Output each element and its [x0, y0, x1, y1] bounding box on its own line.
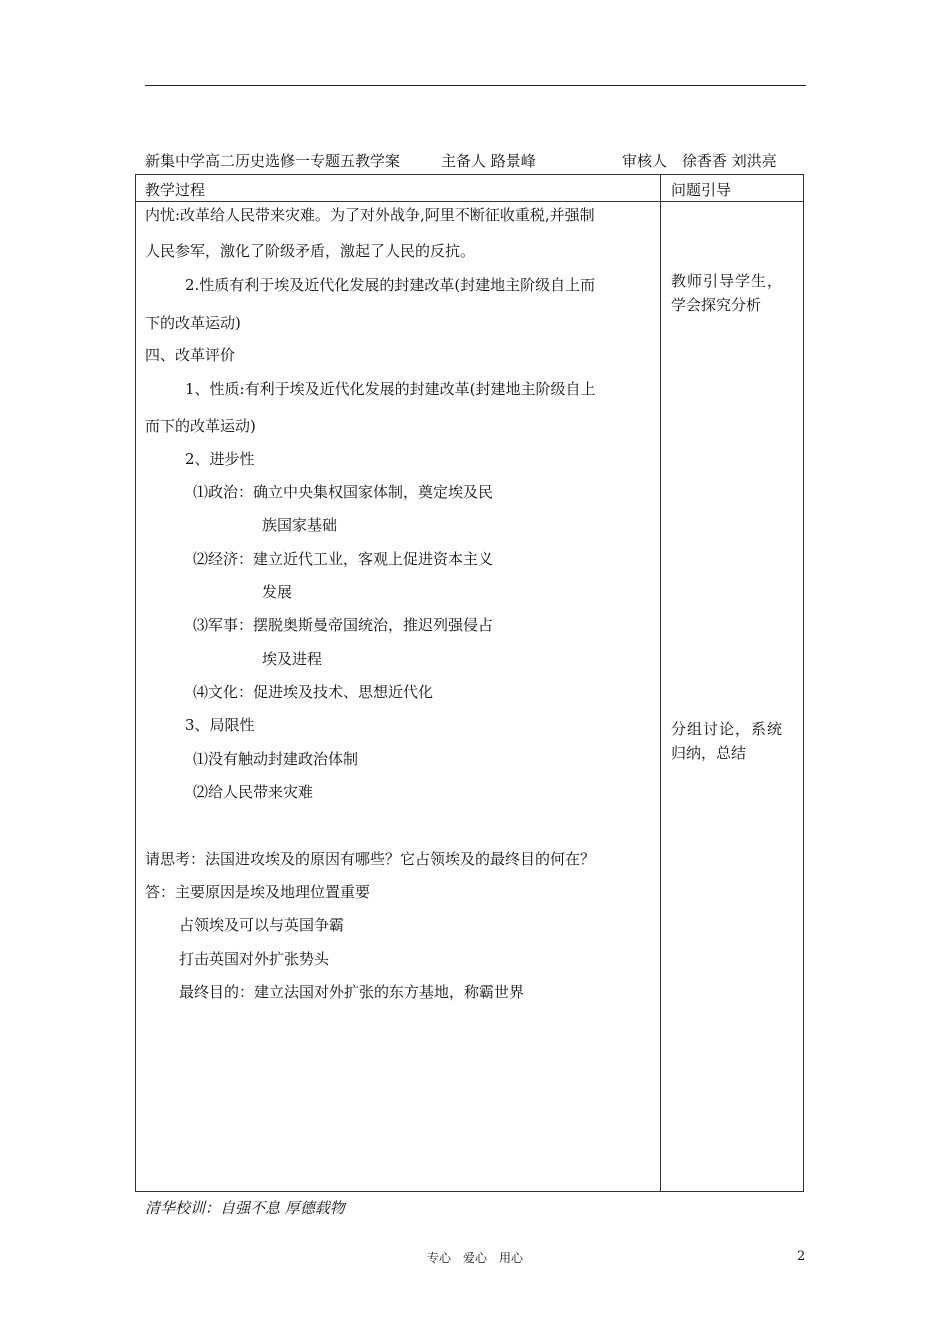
page-number: 2	[797, 1249, 806, 1264]
content-line: ⑴政治：确立中央集权国家体制，奠定埃及民	[193, 483, 494, 501]
content-line: ⑷文化：促进埃及技术、思想近代化	[193, 683, 434, 701]
content-line: ⑵经济：建立近代工业，客观上促进资本主义	[193, 550, 494, 568]
content-line: 发展	[262, 583, 293, 601]
answer-line: 答：主要原因是埃及地理位置重要	[145, 883, 371, 901]
col-header-guidance: 问题引导	[671, 181, 732, 199]
guidance-line: 归纳，总结	[671, 744, 747, 762]
content-line: 2.性质有利于埃及近代化发展的封建改革(封建地主阶级自上而	[185, 276, 596, 294]
content-line: 族国家基础	[262, 516, 338, 534]
header-rule	[145, 85, 806, 86]
header-author: 主备人 路景峰	[441, 152, 536, 170]
school-motto: 清华校训：自强不息 厚德载物	[145, 1199, 345, 1217]
content-line: ⑴没有触动封建政治体制	[193, 750, 359, 768]
question-line: 请思考：法国进攻埃及的原因有哪些？它占领埃及的最终目的何在？	[145, 850, 596, 868]
header-reviewers: 审核人 徐香香 刘洪亮	[622, 152, 777, 170]
content-line: ⑶军事：摆脱奥斯曼帝国统治，推迟列强侵占	[193, 616, 494, 634]
subsection-heading: 2、进步性	[185, 450, 255, 468]
content-line: 1、性质:有利于埃及近代化发展的封建改革(封建地主阶级自上	[185, 380, 596, 398]
content-line: 埃及进程	[262, 650, 323, 668]
footer-slogan: 专心 爱心 用心	[426, 1251, 523, 1265]
guidance-line: 分组讨论，系统	[671, 720, 784, 738]
answer-line: 最终目的：建立法国对外扩张的东方基地，称霸世界	[179, 983, 525, 1001]
subsection-heading: 3、局限性	[185, 716, 255, 734]
lesson-table	[135, 174, 804, 1192]
content-line: 下的改革运动)	[145, 314, 241, 332]
col-header-process: 教学过程	[145, 181, 206, 199]
content-line: 内忧:改革给人民带来灾难。为了对外战争,阿里不断征收重税,并强制	[145, 206, 595, 224]
answer-line: 占领埃及可以与英国争霸	[179, 916, 345, 934]
document-header	[145, 150, 805, 172]
guidance-line: 教师引导学生，	[671, 272, 784, 290]
guidance-line: 学会探究分析	[671, 296, 762, 314]
content-line: ⑵给人民带来灾难	[193, 783, 314, 801]
header-title: 新集中学高二历史选修一专题五教学案	[145, 152, 401, 170]
answer-line: 打击英国对外扩张势头	[179, 950, 330, 968]
content-line: 人民参军，激化了阶级矛盾，激起了人民的反抗。	[145, 242, 476, 260]
section-heading: 四、改革评价	[145, 346, 236, 364]
header-row-divider	[136, 201, 803, 202]
column-divider	[660, 175, 661, 1191]
content-line: 而下的改革运动)	[145, 417, 256, 435]
